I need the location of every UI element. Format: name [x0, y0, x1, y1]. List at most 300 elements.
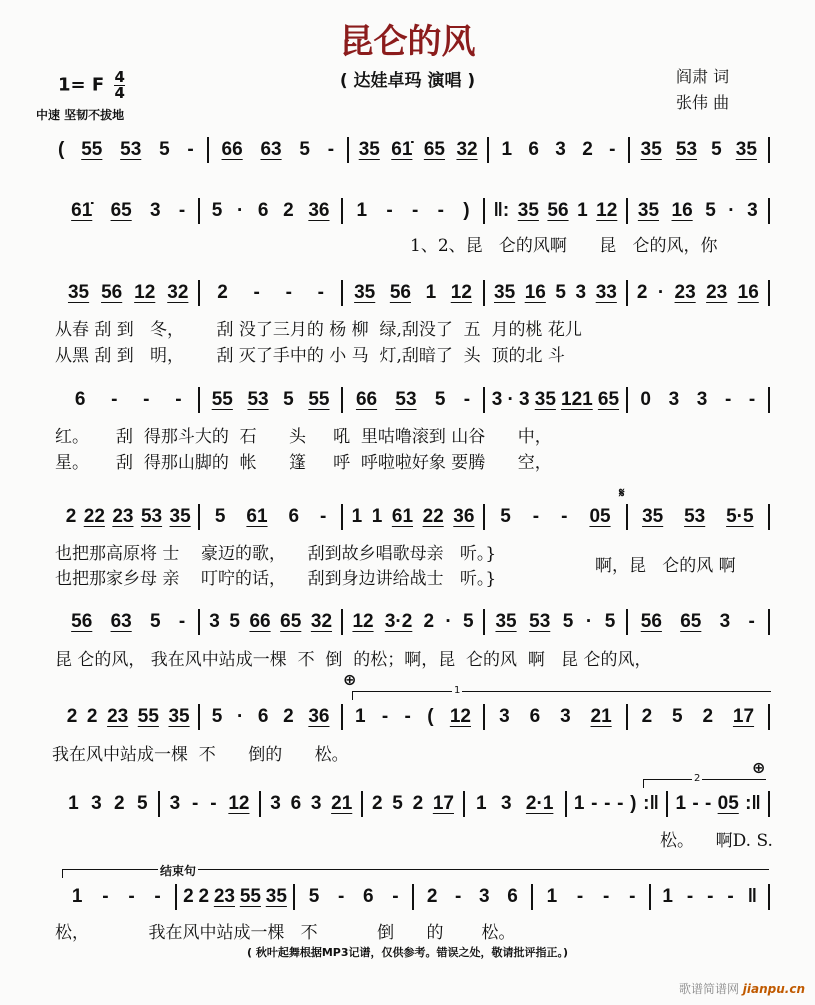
footnote: ( 秋叶起舞根据MP3记谱，仅供参考。错误之处，敬请批评指正。): [246, 946, 569, 959]
measure: [343, 389, 483, 411]
note: 66: [221, 139, 243, 160]
barline: [768, 198, 770, 224]
barline: [768, 884, 770, 910]
note: 5·5: [726, 506, 754, 527]
measure: [628, 706, 768, 728]
note: 35: [358, 139, 380, 160]
lyric-line: 松， 我在风中站成一棵 不 倒 的 松。: [55, 923, 516, 943]
notation-row: [58, 882, 770, 912]
note: 5: [434, 389, 446, 410]
note: -: [411, 200, 419, 221]
note: -: [591, 793, 598, 814]
note: -: [724, 389, 732, 410]
note: 3: [499, 706, 510, 727]
note: 55: [211, 389, 233, 410]
note: -: [532, 506, 540, 527]
note: 1: [351, 506, 363, 527]
note: -: [337, 886, 345, 907]
note: 2: [86, 706, 98, 727]
note: 05: [589, 506, 611, 527]
note: 66: [355, 389, 378, 410]
note: 5: [299, 139, 310, 160]
note: 35: [168, 706, 190, 727]
note: ·: [236, 200, 244, 221]
note: 35: [640, 139, 662, 160]
measure: [177, 886, 294, 908]
note: ): [463, 200, 470, 221]
barline: [768, 791, 770, 817]
note: 35: [169, 506, 191, 527]
note: 61̇: [391, 139, 413, 160]
note: 1: [546, 886, 558, 907]
note: 6: [528, 139, 539, 160]
note: 3: [479, 886, 490, 907]
note: 2: [283, 200, 294, 221]
coda-icon: ⊕: [752, 758, 766, 777]
note: 35: [494, 282, 516, 303]
note: 5: [150, 611, 161, 632]
note: 53: [684, 506, 706, 527]
measure: [200, 706, 340, 728]
note: 55: [239, 886, 261, 907]
note: -: [603, 886, 610, 907]
coda-icon: ⊕: [343, 670, 357, 689]
note: 3: [668, 389, 680, 410]
measure: [58, 506, 198, 528]
note: 56: [547, 200, 569, 221]
note: 66: [249, 611, 271, 632]
note: 5: [214, 506, 226, 527]
note: 5: [555, 282, 566, 303]
note: 2: [283, 706, 294, 727]
note: 1: [71, 886, 83, 907]
note: 32: [310, 611, 333, 632]
note: 121: [561, 389, 593, 410]
note: 6: [507, 886, 518, 907]
note: -: [154, 886, 161, 907]
lyric-line: 1、2、昆 仑的风啊 昆 仑的风，你: [410, 236, 718, 256]
note: 53: [395, 389, 417, 410]
note: 6: [529, 706, 541, 727]
measure: [58, 282, 198, 304]
lyric-line: 星。 刮 得那山脚的 帐 篷 呼 呼啦啦好象 要腾 空，: [55, 453, 552, 473]
measure: [58, 200, 198, 222]
note: 12: [352, 611, 374, 632]
measure: [200, 611, 340, 633]
note: :‖: [643, 793, 659, 814]
note: -: [285, 282, 292, 303]
notation-row: [58, 789, 770, 819]
note: 1: [675, 793, 687, 814]
note: 21: [331, 793, 353, 814]
note: 23: [213, 886, 235, 907]
note: 2: [636, 282, 648, 303]
note: 1: [371, 506, 383, 527]
note: 53: [140, 506, 163, 527]
note: -: [604, 793, 611, 814]
measure: [261, 793, 361, 815]
note: 3: [310, 793, 322, 814]
note: 3: [209, 611, 220, 632]
note: 2: [582, 139, 593, 160]
lyric-line: 我在风中站成一棵 不 倒的 松。: [52, 745, 349, 765]
note: 12: [450, 282, 472, 303]
note: 35: [354, 282, 376, 303]
notation-row: [58, 385, 770, 415]
note: 0: [640, 389, 651, 410]
measure: [485, 200, 625, 222]
note: 3: [519, 389, 530, 410]
key-signature: [58, 70, 125, 101]
note: 1: [354, 706, 366, 727]
time-bottom: 4: [114, 84, 125, 102]
note: -: [705, 793, 712, 814]
measure: [349, 139, 487, 161]
measure: [485, 389, 625, 411]
note: ‖:: [493, 200, 510, 221]
note: 2: [114, 793, 125, 814]
note: 36: [308, 706, 330, 727]
note: 6: [257, 706, 269, 727]
note: -: [386, 200, 393, 221]
note: 1: [476, 793, 487, 814]
lyric-line: 松。 啊D. S.: [660, 831, 773, 851]
note: 5: [562, 611, 574, 632]
measure: [485, 282, 625, 304]
note: 5: [604, 611, 616, 632]
note: -: [381, 706, 389, 727]
tempo-marking: 中速 坚韧不拔地: [36, 108, 125, 122]
note: 53: [247, 389, 269, 410]
note: 5: [136, 793, 148, 814]
note: 2: [702, 706, 714, 727]
measure: [363, 793, 463, 815]
note: 33: [595, 282, 617, 303]
note: 2: [65, 506, 77, 527]
watermark-text: 歌谱简谱网: [678, 982, 739, 996]
barline: [768, 387, 770, 413]
note: ‖: [747, 886, 758, 907]
barline: [768, 280, 770, 306]
measure: [630, 139, 768, 161]
note: 23: [112, 506, 134, 527]
barline: [768, 504, 770, 530]
note: 55: [81, 139, 103, 160]
note: -: [748, 389, 756, 410]
note: -: [748, 611, 755, 632]
measure: [533, 886, 650, 908]
singer-credit: ( 达娃卓玛 演唱 ): [339, 71, 476, 91]
note: 23: [674, 282, 696, 303]
note: -: [392, 886, 399, 907]
note: -: [178, 611, 186, 632]
measure: [628, 611, 768, 633]
volta-1-bracket: [352, 691, 771, 700]
measure: [668, 793, 768, 815]
note: 36: [453, 506, 475, 527]
barline: [768, 704, 770, 730]
note: ·: [728, 200, 735, 221]
measure: [200, 389, 340, 411]
note: 2: [183, 886, 194, 907]
note: 3: [719, 611, 731, 632]
note: 65: [280, 611, 302, 632]
measure: [343, 506, 483, 528]
note: 12: [596, 200, 618, 221]
note: 2: [198, 886, 210, 907]
note: -: [319, 506, 327, 527]
note: -: [455, 886, 462, 907]
note: 32: [456, 139, 478, 160]
note: 3: [500, 793, 512, 814]
note: 35: [735, 139, 757, 160]
note: -: [404, 706, 411, 727]
note: -: [111, 389, 118, 410]
note: -: [210, 793, 217, 814]
note: -: [128, 886, 135, 907]
note: 12: [449, 706, 471, 727]
note: 5: [672, 706, 683, 727]
note: 5: [462, 611, 474, 632]
note: 1: [662, 886, 673, 907]
note: 16: [671, 200, 693, 221]
note: 16: [524, 282, 546, 303]
note: 65: [423, 139, 445, 160]
note: (: [427, 706, 434, 727]
note: -: [727, 886, 734, 907]
measure: [343, 611, 483, 633]
measure: [343, 706, 483, 728]
note: -: [576, 886, 584, 907]
note: 36: [308, 200, 330, 221]
note: -: [102, 886, 109, 907]
note: 53: [675, 139, 698, 160]
note: 56: [71, 611, 93, 632]
measure: [343, 200, 483, 222]
note: 53: [529, 611, 551, 632]
note: -: [437, 200, 444, 221]
measure: [58, 793, 158, 815]
note: -: [327, 139, 335, 160]
note: -: [707, 886, 714, 907]
measure: [58, 611, 198, 633]
measure: [651, 886, 768, 908]
note: -: [463, 389, 471, 410]
barline: [768, 137, 770, 163]
note: 5: [705, 200, 716, 221]
volta-1-label: 1: [454, 685, 461, 696]
note: 2: [217, 282, 228, 303]
note: ·: [236, 706, 244, 727]
note: -: [175, 389, 182, 410]
note: 2: [641, 706, 653, 727]
note: 35: [495, 611, 517, 632]
note: 3: [696, 389, 708, 410]
measure: [160, 793, 260, 815]
note: 3·2: [384, 611, 413, 632]
key-label: 1= F: [58, 74, 105, 96]
note: :‖: [745, 793, 761, 814]
lyric-line: 也把那高原将 士 豪迈的歌， 刮到故乡唱歌母亲 听。}: [55, 544, 497, 564]
note: -: [317, 282, 324, 303]
time-top: 4: [114, 68, 125, 86]
measure: [209, 139, 347, 161]
note: 63: [260, 139, 282, 160]
note: 3: [491, 389, 503, 410]
notation-row: [58, 196, 770, 226]
lyric-line: 从春 刮 到 冬， 刮 没了三月的 杨 柳 绿,刮没了 五 月的桃 花儿: [55, 320, 582, 340]
measure: [68, 139, 206, 161]
note: ·: [657, 282, 665, 303]
paren: (: [58, 139, 65, 160]
time-signature: [114, 70, 124, 101]
note: 22: [422, 506, 444, 527]
note: -: [143, 389, 150, 410]
measure: [465, 793, 565, 815]
notation-row: [58, 278, 770, 308]
measure: [489, 139, 627, 161]
note: -: [692, 793, 699, 814]
measure: [58, 389, 198, 411]
note: 61̇: [71, 200, 93, 221]
note: 17: [732, 706, 755, 727]
note: 6: [257, 200, 269, 221]
measure: [628, 389, 768, 411]
barline: [768, 609, 770, 635]
note: 6: [290, 793, 302, 814]
note: 55: [137, 706, 159, 727]
lyricist-credit: 阎肃 词: [676, 67, 730, 86]
ending-label: 结束句: [160, 864, 197, 878]
notation-row: [58, 502, 770, 532]
lyric-line: 也把那家乡母 亲 叮咛的话， 刮到身边讲给战士 听。}: [55, 569, 497, 589]
note: 2: [66, 706, 78, 727]
note: 65: [110, 200, 132, 221]
note: 35: [637, 200, 660, 221]
watermark-url: jianpu.cn: [742, 982, 805, 996]
note: 5: [392, 793, 403, 814]
composer-credit: 张伟 曲: [676, 93, 730, 112]
measure: [58, 706, 198, 728]
note: 3: [91, 793, 102, 814]
note: -: [192, 793, 199, 814]
note: -: [187, 139, 194, 160]
note: -: [629, 886, 636, 907]
note: 1: [425, 282, 437, 303]
note: 2: [412, 793, 424, 814]
measure: [295, 886, 412, 908]
note: 6: [74, 389, 86, 410]
note: 1: [573, 793, 585, 814]
note: 56: [640, 611, 662, 632]
note: 5: [283, 389, 294, 410]
note: 5: [711, 139, 722, 160]
note: 5: [159, 139, 170, 160]
note: 35: [642, 506, 664, 527]
note: 35: [517, 200, 539, 221]
song-title: 昆仑的风: [339, 22, 476, 62]
note: 2: [423, 611, 435, 632]
note: ·: [445, 611, 452, 632]
note: 32: [167, 282, 189, 303]
notation-row: [58, 607, 770, 637]
note: 17: [432, 793, 454, 814]
note: 35: [265, 886, 287, 907]
note: 53: [120, 139, 142, 160]
note: 5: [211, 706, 223, 727]
note: 5: [308, 886, 320, 907]
note: 23: [706, 282, 728, 303]
note: 3: [555, 139, 566, 160]
note: 3: [747, 200, 758, 221]
note: 3: [560, 706, 571, 727]
note: 63: [110, 611, 132, 632]
note: 12: [134, 282, 156, 303]
note: 35: [534, 389, 556, 410]
note: 3: [150, 200, 161, 221]
note: 2: [372, 793, 383, 814]
measure: [485, 611, 625, 633]
note: 3: [270, 793, 281, 814]
lyric-line: 红。 刮 得那斗大的 石 头 吼 里咕噜滚到 山谷 中，: [55, 427, 552, 447]
note: ): [630, 793, 637, 814]
lyric-line: 啊，昆 仑的风 啊: [595, 556, 736, 576]
measure: [567, 793, 667, 815]
note: 2: [426, 886, 438, 907]
notation-row: [58, 135, 770, 165]
measure: [200, 506, 340, 528]
note: 6: [288, 506, 300, 527]
note: 23: [107, 706, 129, 727]
note: 1: [68, 793, 79, 814]
note: 5: [500, 506, 511, 527]
note: 21: [590, 706, 612, 727]
segno-icon: 𝄋: [619, 486, 625, 501]
watermark: [679, 980, 805, 997]
note: 56: [101, 282, 123, 303]
measure: [200, 282, 340, 304]
measure: [414, 886, 531, 908]
measure: [343, 282, 483, 304]
note: -: [178, 200, 186, 221]
note: -: [617, 793, 624, 814]
measure: [200, 200, 340, 222]
note: 05: [717, 793, 739, 814]
note: 3: [575, 282, 587, 303]
measure: [58, 886, 175, 908]
measure: [485, 706, 625, 728]
note: 6: [363, 886, 374, 907]
note: -: [609, 139, 616, 160]
measure: [628, 282, 768, 304]
note: 1: [577, 200, 588, 221]
note: 65: [597, 389, 620, 410]
note: 65: [680, 611, 702, 632]
note: 12: [228, 793, 250, 814]
measure: [628, 506, 768, 528]
note: 35: [67, 282, 90, 303]
note: 1: [356, 200, 368, 221]
note: 55: [308, 389, 330, 410]
note: -: [253, 282, 260, 303]
measure: [485, 506, 625, 528]
notation-row: [58, 702, 770, 732]
note: -: [561, 506, 568, 527]
note: 5: [211, 200, 223, 221]
note: ·: [507, 389, 514, 410]
note: 5: [229, 611, 240, 632]
note: ·: [585, 611, 593, 632]
